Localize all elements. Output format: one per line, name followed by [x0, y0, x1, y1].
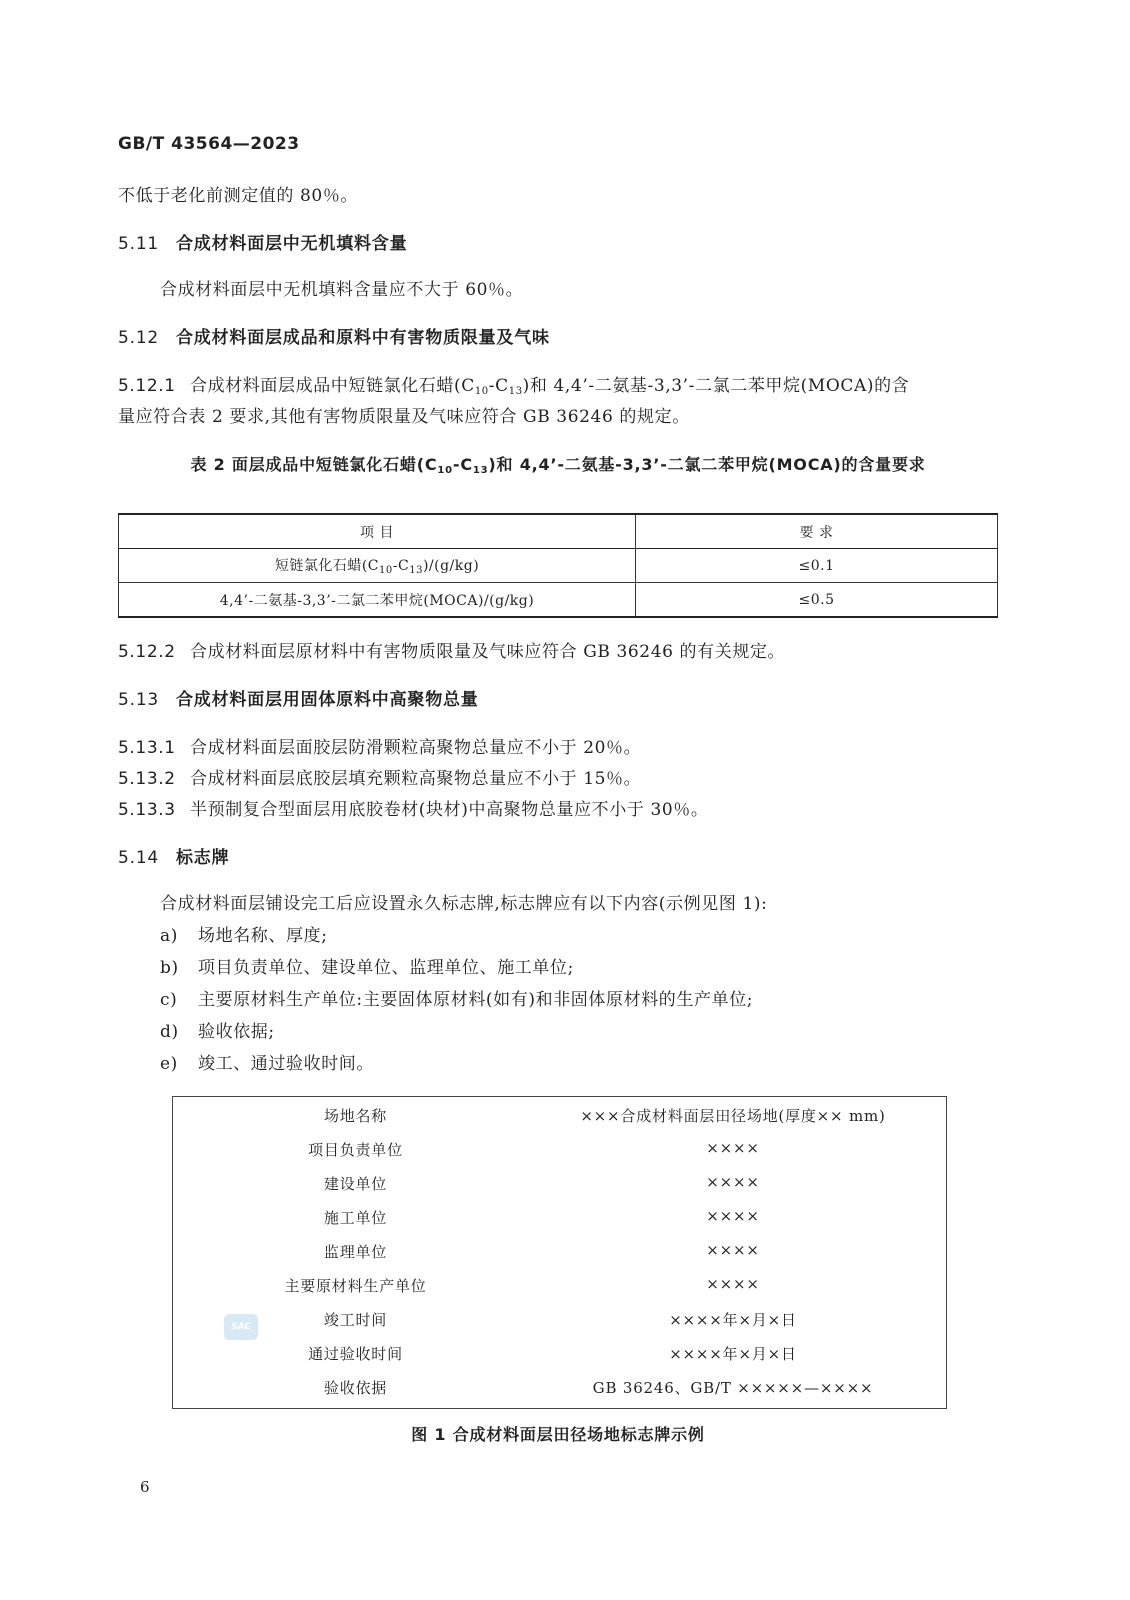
clause-5-13-3	[118, 798, 709, 822]
section-5-11-text: 合成材料面层中无机填料含量应不大于 60％。	[160, 280, 524, 300]
watermark-logo-icon: SAC	[224, 1314, 258, 1340]
clause-text: 合成材料面层原材料中有害物质限量及气味应符合 GB 36246 的有关规定。	[190, 642, 786, 662]
subscript: 10	[437, 465, 453, 476]
sign-row	[173, 1371, 946, 1405]
figure-1-caption: 图 1 合成材料面层田径场地标志牌示例	[411, 1425, 705, 1444]
caption-text: 表 2 面层成品中短链氯化石蜡(C	[190, 455, 438, 474]
list-text: 验收依据;	[198, 1022, 275, 1042]
sign-row	[173, 1337, 946, 1371]
list-label: d)	[160, 1022, 179, 1042]
sign-value: ××××	[706, 1275, 760, 1293]
clause-5-12-1-line2: 量应符合表 2 要求,其他有害物质限量及气味应符合 GB 36246 的规定。	[118, 407, 690, 427]
clause-number: 5.12.1	[118, 376, 176, 396]
sign-value: ××××年×月×日	[669, 1311, 797, 1329]
table-row	[119, 583, 998, 618]
sign-label: 场地名称	[323, 1107, 388, 1125]
table-header-row	[119, 514, 998, 549]
section-5-11-heading	[118, 232, 407, 256]
paragraph-continuation: 不低于老化前测定值的 80％。	[118, 186, 359, 206]
list-label: b)	[160, 958, 179, 978]
section-number: 5.13	[118, 690, 160, 710]
sign-value: ××××	[706, 1139, 760, 1157]
subscript: 10	[474, 386, 489, 397]
sign-label: 验收依据	[323, 1379, 388, 1397]
sign-row	[173, 1201, 946, 1235]
sign-row	[173, 1099, 946, 1133]
sign-row	[173, 1303, 946, 1337]
caption-text: )和 4,4’-二氨基-3,3’-二氯二苯甲烷(MOCA)的含量要求	[488, 455, 926, 474]
section-5-14-text: 合成材料面层铺设完工后应设置永久标志牌,标志牌应有以下内容(示例见图 1):	[160, 894, 768, 914]
sign-label: 竣工时间	[323, 1311, 388, 1329]
column-header-item: 项 目	[119, 514, 636, 549]
sign-value: ××××	[706, 1241, 760, 1259]
sign-row	[173, 1133, 946, 1167]
table-2-caption	[118, 452, 998, 476]
clause-number: 5.13.1	[118, 738, 176, 758]
list-text: 竣工、通过验收时间。	[198, 1054, 374, 1074]
section-number: 5.11	[118, 234, 160, 254]
table-cell-value: ≤0.5	[636, 583, 998, 618]
table-row	[119, 549, 998, 583]
standard-code-header: GB/T 43564—2023	[118, 134, 300, 154]
list-text: 项目负责单位、建设单位、监理单位、施工单位;	[198, 958, 574, 978]
sign-label: 建设单位	[323, 1175, 388, 1193]
table-2	[118, 513, 998, 618]
clause-5-13-2	[118, 767, 641, 791]
clause-5-12-2	[118, 640, 785, 664]
column-header-requirement: 要 求	[636, 514, 998, 549]
sign-label: 主要原材料生产单位	[284, 1277, 427, 1295]
page-number: 6	[140, 1478, 150, 1496]
clause-number: 5.13.2	[118, 769, 176, 789]
table-cell-item: 短链氯化石蜡$(C_{10}-C_{13})/(g/kg)$	[119, 549, 636, 583]
sign-value: ××××	[706, 1207, 760, 1225]
sign-row	[173, 1235, 946, 1269]
list-label: a)	[160, 926, 178, 946]
subscript: 13	[472, 465, 489, 476]
sign-value: GB 36246、GB/T ×××××—××××	[592, 1379, 874, 1397]
sign-row	[173, 1269, 946, 1303]
caption-text: -C	[452, 455, 473, 474]
section-5-13-heading	[118, 688, 479, 712]
list-item	[160, 924, 328, 948]
sign-label: 项目负责单位	[308, 1141, 403, 1159]
list-label: c)	[160, 990, 178, 1010]
clause-number: 5.13.3	[118, 800, 176, 820]
sign-value: ××××	[706, 1173, 760, 1191]
clause-5-13-1	[118, 736, 641, 760]
sign-label: 施工单位	[323, 1209, 388, 1227]
table-cell-value: ≤0.1	[636, 549, 998, 583]
list-label: e)	[160, 1054, 178, 1074]
sign-label: 监理单位	[323, 1243, 388, 1261]
list-item	[160, 1020, 275, 1044]
list-item	[160, 1052, 374, 1076]
clause-text: 半预制复合型面层用底胶卷材(块材)中高聚物总量应不小于 30％。	[190, 800, 709, 820]
list-item	[160, 988, 753, 1012]
clause-text: 合成材料面层成品中短链氯化石蜡(C	[190, 376, 475, 396]
section-title: 标志牌	[176, 848, 230, 868]
clause-5-12-1	[118, 374, 909, 404]
section-title: 合成材料面层成品和原料中有害物质限量及气味	[176, 328, 550, 348]
section-5-14-heading	[118, 846, 229, 870]
sign-value: ×××合成材料面层田径场地(厚度×× mm)	[580, 1107, 886, 1125]
clause-text: )和 4,4’-二氨基-3,3’-二氯二苯甲烷(MOCA)的含	[522, 376, 910, 396]
list-text: 主要原材料生产单位:主要固体原材料(如有)和非固体原材料的生产单位;	[198, 990, 754, 1010]
list-item	[160, 956, 574, 980]
subscript: 13	[508, 386, 523, 397]
sign-label: 通过验收时间	[308, 1345, 403, 1363]
clause-text: 合成材料面层面胶层防滑颗粒高聚物总量应不小于 20％。	[190, 738, 642, 758]
clause-text: -C	[488, 376, 509, 396]
clause-text: 合成材料面层底胶层填充颗粒高聚物总量应不小于 15％。	[190, 769, 642, 789]
section-5-12-heading	[118, 326, 550, 350]
section-number: 5.12	[118, 328, 160, 348]
clause-number: 5.12.2	[118, 642, 176, 662]
sign-board-example	[172, 1096, 947, 1409]
sign-value: ××××年×月×日	[669, 1345, 797, 1363]
list-text: 场地名称、厚度;	[198, 926, 328, 946]
table-cell-item: 4,4’-二氨基-3,3’-二氯二苯甲烷(MOCA)/(g/kg)	[119, 583, 636, 618]
section-number: 5.14	[118, 848, 160, 868]
sign-row	[173, 1167, 946, 1201]
section-title: 合成材料面层中无机填料含量	[176, 234, 408, 254]
section-title: 合成材料面层用固体原料中高聚物总量	[176, 690, 479, 710]
